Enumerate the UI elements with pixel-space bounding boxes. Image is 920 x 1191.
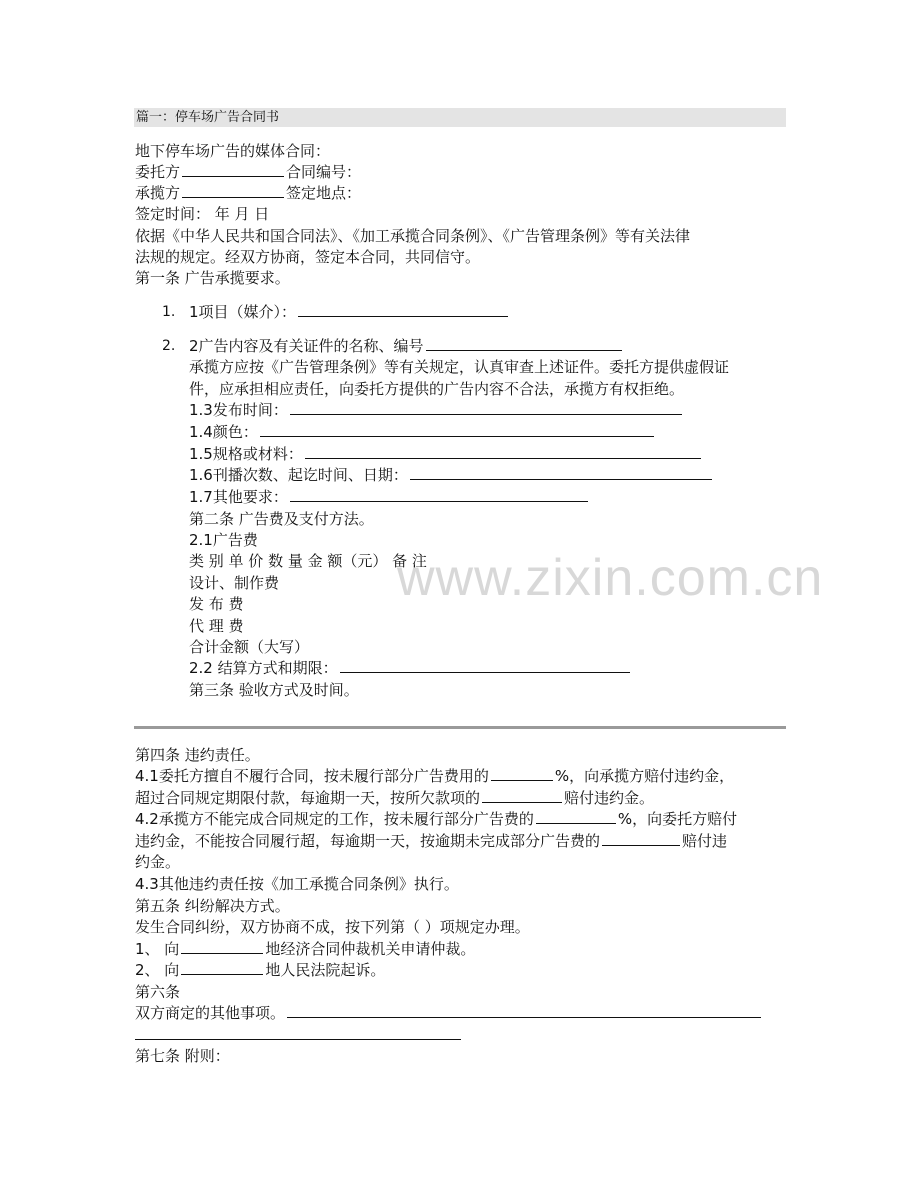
- sign-place-label: 签定地点：: [286, 184, 362, 202]
- dispute-option-1-blank[interactable]: [181, 939, 263, 954]
- dispute-option-2-suffix: 地人民法院起诉。: [265, 961, 386, 979]
- item-2-label: 2广告内容及有关证件的名称、编号: [189, 337, 424, 355]
- clause-4-1-text-a: 4.1委托方擅自不履行合同，按未履行部分广告费用的: [135, 767, 489, 785]
- field-1-5-label: 1.5规格或材料：: [189, 445, 303, 463]
- item-1-number: 1.: [162, 304, 176, 320]
- party-a-line: [135, 162, 361, 182]
- clause-4-3: 4.3其他违约责任按《加工承揽合同条例》执行。: [135, 875, 459, 893]
- field-1-3: [189, 400, 684, 420]
- field-1-5-blank[interactable]: [305, 444, 701, 459]
- fee-table-header: 类 别 单 价 数 量 金 额（元） 备 注: [189, 552, 427, 570]
- article-6-blank-line: [135, 1025, 463, 1045]
- field-2-2: [189, 658, 632, 678]
- article-6-blank-2[interactable]: [135, 1025, 461, 1040]
- clause-4-2-text-c: 违约金，不能按合同履行超，每逾期一天，按逾期未完成部分广告费的: [135, 832, 601, 850]
- article-5-title: 第五条 纠纷解决方式。: [135, 897, 290, 915]
- field-1-7-blank[interactable]: [290, 487, 588, 502]
- field-1-6-blank[interactable]: [410, 465, 712, 480]
- article-1-title: 第一条 广告承揽要求。: [135, 269, 290, 287]
- article-7-title: 第七条 附则：: [135, 1047, 230, 1065]
- article-2-title: 第二条 广告费及支付方法。: [189, 510, 374, 528]
- dispute-option-1: [135, 939, 475, 959]
- article-6-title: 第六条: [135, 983, 181, 1001]
- section-header: 篇一：停车场广告合同书: [134, 108, 786, 127]
- dispute-option-1-prefix: 1、 向: [135, 940, 180, 958]
- field-2-1: 2.1广告费: [189, 531, 258, 549]
- clause-4-2-text-d: 赔付违: [682, 832, 728, 850]
- clause-4-2-percent-blank[interactable]: [536, 809, 616, 824]
- clause-4-1-percent-blank[interactable]: [491, 766, 553, 781]
- field-1-5: [189, 444, 703, 464]
- contract-no-label: 合同编号：: [286, 163, 362, 181]
- clause-4-1-text-b: %，向承揽方赔付违约金，: [554, 767, 735, 785]
- field-1-7-label: 1.7其他要求：: [189, 488, 288, 506]
- sign-time: 签定时间： 年 月 日: [135, 205, 270, 223]
- clause-4-2-rate-blank[interactable]: [602, 831, 680, 846]
- party-b-label: 承揽方: [135, 184, 181, 202]
- clause-4-1-text-c: 超过合同规定期限付款，每逾期一天，按所欠款项的: [135, 789, 481, 807]
- field-1-7: [189, 487, 590, 507]
- fee-publish: 发 布 费: [189, 595, 244, 613]
- clause-4-2-text-b: %，向委托方赔付: [617, 810, 738, 828]
- field-2-2-label: 2.2 结算方式和期限：: [189, 659, 338, 677]
- field-1-4-label: 1.4颜色：: [189, 423, 258, 441]
- clause-4-2-text-a: 4.2承揽方不能完成合同规定的工作，按未履行部分广告费的: [135, 810, 534, 828]
- item-1-blank[interactable]: [298, 302, 508, 317]
- article-5-text: 发生合同纠纷，双方协商不成，按下列第（ ）项规定办理。: [135, 918, 530, 936]
- clause-4-1-text-d: 赔付违约金。: [564, 789, 655, 807]
- field-1-6-label: 1.6刊播次数、起讫时间、日期：: [189, 466, 408, 484]
- dispute-option-2: [135, 960, 385, 980]
- article-3-title: 第三条 验收方式及时间。: [189, 681, 359, 699]
- page-divider: [134, 726, 786, 729]
- item-1: [189, 302, 510, 322]
- article-6-text: [135, 1003, 763, 1023]
- field-1-3-label: 1.3发布时间：: [189, 401, 288, 419]
- fee-agency: 代 理 费: [189, 617, 244, 635]
- dispute-option-2-prefix: 2、 向: [135, 961, 180, 979]
- clause-4-1-rate-blank[interactable]: [482, 788, 562, 803]
- clause-4-2-line-3: 约金。: [135, 853, 181, 871]
- article-6-blank-1[interactable]: [287, 1003, 761, 1018]
- field-2-2-blank[interactable]: [340, 658, 630, 673]
- clause-4-2-line-1: [135, 809, 737, 829]
- party-b-line: [135, 183, 361, 203]
- party-b-blank[interactable]: [182, 183, 284, 198]
- field-1-6: [189, 465, 714, 485]
- party-a-blank[interactable]: [182, 162, 284, 177]
- fee-design: 设计、制作费: [189, 574, 280, 592]
- item-1-label: 1项目（媒介）：: [189, 303, 297, 321]
- field-1-4-blank[interactable]: [260, 422, 654, 437]
- watermark: www.zixin.com.cn: [397, 549, 824, 607]
- party-a-label: 委托方: [135, 163, 181, 181]
- contract-heading: 地下停车场广告的媒体合同：: [135, 142, 331, 160]
- clause-4-1-line-1: [135, 766, 734, 786]
- article-4-title: 第四条 违约责任。: [135, 746, 260, 764]
- basis-line-2: 法规的规定。经双方协商，签定本合同，共同信守。: [135, 248, 481, 266]
- dispute-option-2-blank[interactable]: [181, 960, 263, 975]
- clause-4-1-line-2: [135, 788, 654, 808]
- item-2-text-2: 件，应承担相应责任，向委托方提供的广告内容不合法，承揽方有权拒绝。: [189, 380, 685, 398]
- item-2: [189, 336, 624, 356]
- field-1-3-blank[interactable]: [290, 400, 682, 415]
- basis-line-1: 依据《中华人民共和国合同法》、《加工承揽合同条例》、《广告管理条例》等有关法律: [135, 227, 691, 245]
- item-2-number: 2.: [162, 338, 176, 354]
- fee-total: 合计金额（大写）: [189, 638, 310, 656]
- dispute-option-1-suffix: 地经济合同仲裁机关申请仲裁。: [265, 940, 476, 958]
- article-6-label: 双方商定的其他事项。: [135, 1004, 286, 1022]
- clause-4-2-line-2: [135, 831, 727, 851]
- item-2-text-1: 承揽方应按《广告管理条例》等有关规定，认真审查上述证件。委托方提供虚假证: [189, 358, 730, 376]
- item-2-blank[interactable]: [426, 336, 622, 351]
- field-1-4: [189, 422, 656, 442]
